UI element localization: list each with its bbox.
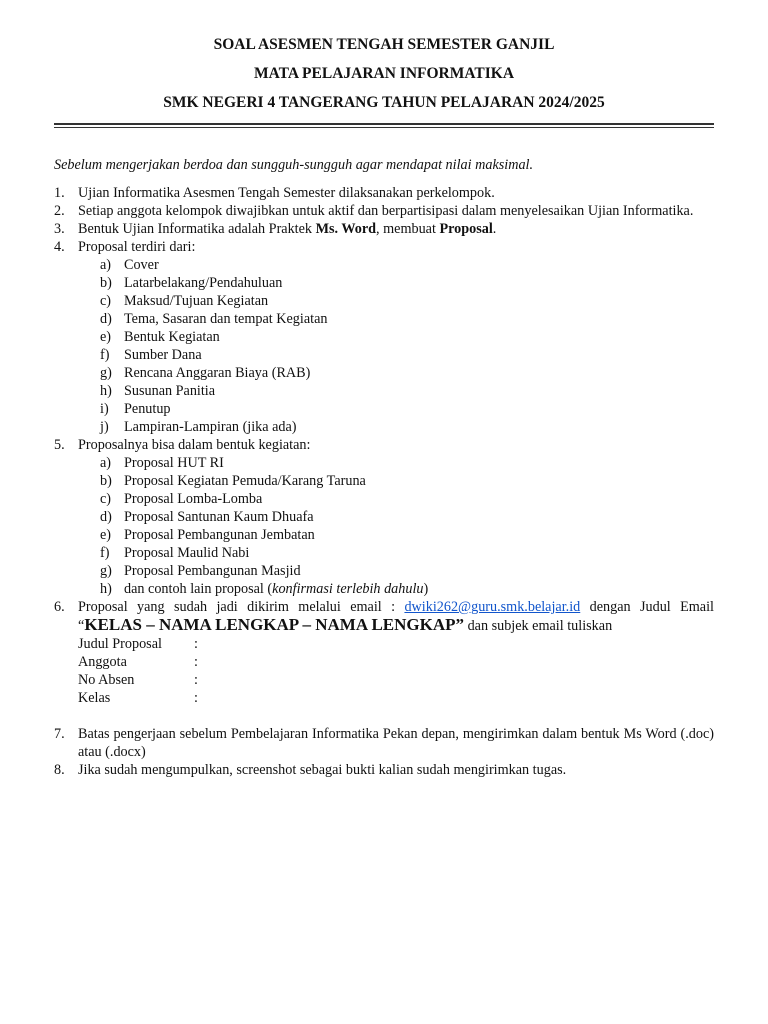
sub-item xyxy=(54,490,714,508)
sub-item-letter: e) xyxy=(100,527,112,543)
item-text: Proposalnya bisa dalam bentuk kegiatan: xyxy=(78,437,311,453)
sub-item-text: Sumber Dana xyxy=(124,347,202,363)
item-number: 3. xyxy=(54,221,65,237)
item-text: Proposal terdiri dari: xyxy=(78,239,196,255)
sub-item-text-end: ) xyxy=(423,581,429,597)
sub-item xyxy=(54,454,714,472)
item-text: Ujian Informatika Asesmen Tengah Semester dilaksanakan perkelompok. xyxy=(78,185,495,201)
email-title-format: KELAS – NAMA LENGKAP – NAMA LENGKAP” xyxy=(84,615,465,634)
item-text-post: dengan Judul Email xyxy=(580,599,714,615)
sub-item-letter: h) xyxy=(100,581,112,597)
sub-item xyxy=(54,526,714,544)
item-number: 2. xyxy=(54,203,65,219)
quote-open: “ xyxy=(78,618,85,634)
header-divider-thick xyxy=(54,123,714,125)
sub-item xyxy=(54,382,714,400)
sub-item-text: Proposal Pembangunan Masjid xyxy=(124,563,301,579)
sub-item-letter: a) xyxy=(100,257,112,273)
sub-item-text: Bentuk Kegiatan xyxy=(124,329,220,345)
sub-item-text: Proposal Lomba-Lomba xyxy=(124,491,263,507)
item-text-pre: Bentuk Ujian Informatika adalah Praktek xyxy=(78,221,316,237)
sub-item-letter: j) xyxy=(100,419,109,435)
field-label: Anggota xyxy=(78,654,127,670)
field-label: No Absen xyxy=(78,672,135,688)
sub-item-text: Proposal Maulid Nabi xyxy=(124,545,250,561)
email-link[interactable]: dwiki262@guru.smk.belajar.id xyxy=(404,599,581,615)
sub-item-letter: g) xyxy=(100,365,112,381)
sub-item xyxy=(54,310,714,328)
sub-item-text: Proposal HUT RI xyxy=(124,455,224,471)
sub-item-text: Latarbelakang/Pendahuluan xyxy=(124,275,283,291)
sub-item xyxy=(54,400,714,418)
sub-item-text: Maksud/Tujuan Kegiatan xyxy=(124,293,269,309)
sub-item-letter: f) xyxy=(100,347,110,363)
sub-item-text: Proposal Kegiatan Pemuda/Karang Taruna xyxy=(124,473,366,489)
header-title-line-2: MATA PELAJARAN INFORMATIKA xyxy=(253,65,515,82)
item-number: 4. xyxy=(54,239,65,255)
list-item-6 xyxy=(54,598,714,635)
field-colon: : xyxy=(194,690,198,706)
sub-item xyxy=(54,364,714,382)
subject-field-row xyxy=(54,689,714,707)
sub-item xyxy=(54,346,714,364)
sub-item-letter: d) xyxy=(100,509,112,525)
header-divider-thin xyxy=(54,127,714,128)
sub-item-letter: i) xyxy=(100,401,109,417)
sub-item-text: Penutup xyxy=(124,401,171,417)
sub-item-letter: g) xyxy=(100,563,112,579)
list-item-3 xyxy=(54,220,714,238)
sub-item xyxy=(54,508,714,526)
field-colon: : xyxy=(194,636,198,652)
sub-item xyxy=(54,328,714,346)
sub-item-letter: f) xyxy=(100,545,110,561)
sub-item-text: Proposal Pembangunan Jembatan xyxy=(124,527,315,543)
item-number: 6. xyxy=(54,599,65,615)
sub-item xyxy=(54,580,714,598)
sub-item xyxy=(54,544,714,562)
sub-item-text: Tema, Sasaran dan tempat Kegiatan xyxy=(124,311,328,327)
item-text: Batas pengerjaan sebelum Pembelajaran Informatika Pekan depan, mengirimkan dalam bentuk Ms Word (.doc) atau (.docx) xyxy=(78,726,714,760)
item-number: 7. xyxy=(54,726,65,742)
item-text: Jika sudah mengumpulkan, screenshot sebagai bukti kalian sudah mengirimkan tugas. xyxy=(78,762,567,778)
subject-field-row xyxy=(54,653,714,671)
item-number: 1. xyxy=(54,185,65,201)
field-colon: : xyxy=(194,654,198,670)
sub-item xyxy=(54,292,714,310)
spacer xyxy=(54,707,714,725)
item-number: 8. xyxy=(54,762,65,778)
sub-item-letter: a) xyxy=(100,455,112,471)
list-item-7 xyxy=(54,725,714,761)
sub-item-letter: e) xyxy=(100,329,112,345)
item-text-post: . xyxy=(492,221,497,237)
sub-item-text: Rencana Anggaran Biaya (RAB) xyxy=(124,365,311,381)
item-text-tail: dan subjek email tuliskan xyxy=(464,618,613,634)
sub-item-italic-note: konfirmasi terlebih dahulu xyxy=(272,581,424,597)
sub-item-text: Proposal Santunan Kaum Dhuafa xyxy=(124,509,314,525)
sub-item-text: dan contoh lain proposal ( xyxy=(124,581,273,597)
sub-item-letter: b) xyxy=(100,473,112,489)
item-text-bold-msword: Ms. Word xyxy=(315,221,377,237)
sub-item-text: Susunan Panitia xyxy=(124,383,216,399)
list-item-5 xyxy=(54,436,714,454)
sub-item-letter: c) xyxy=(100,293,112,309)
instruction-list xyxy=(54,184,714,779)
item-text: Setiap anggota kelompok diwajibkan untuk aktif dan berpartisipasi dalam menyelesaikan Ujian Informatika. xyxy=(78,203,694,219)
sub-item-text: Lampiran-Lampiran (jika ada) xyxy=(124,419,297,435)
sub-item xyxy=(54,472,714,490)
sub-item-text: Cover xyxy=(124,257,159,273)
intro-text: Sebelum mengerjakan berdoa dan sungguh-sungguh agar mendapat nilai maksimal. xyxy=(54,157,534,173)
item-number: 5. xyxy=(54,437,65,453)
sub-item-letter: d) xyxy=(100,311,112,327)
sub-item-letter: c) xyxy=(100,491,112,507)
list-item-8 xyxy=(54,761,714,779)
item-text-pre: Proposal yang sudah jadi dikirim melalui email : xyxy=(78,599,405,615)
header-title-line-1: SOAL ASESMEN TENGAH SEMESTER GANJIL xyxy=(213,36,555,53)
sub-item xyxy=(54,418,714,436)
sub-item-letter: h) xyxy=(100,383,112,399)
sub-item xyxy=(54,274,714,292)
sub-item xyxy=(54,256,714,274)
sub-item xyxy=(54,562,714,580)
list-item-2 xyxy=(54,202,714,220)
item-text-mid: , membuat xyxy=(376,221,440,237)
subject-field-row xyxy=(54,671,714,689)
field-colon: : xyxy=(194,672,198,688)
list-item-1 xyxy=(54,184,714,202)
list-item-4 xyxy=(54,238,714,256)
sub-item-letter: b) xyxy=(100,275,112,291)
field-label: Judul Proposal xyxy=(78,636,162,652)
field-label: Kelas xyxy=(78,690,111,706)
subject-field-row xyxy=(54,635,714,653)
header-title-line-3: SMK NEGERI 4 TANGERANG TAHUN PELAJARAN 2024/2025 xyxy=(163,94,605,111)
item-text-bold-proposal: Proposal xyxy=(439,221,493,237)
